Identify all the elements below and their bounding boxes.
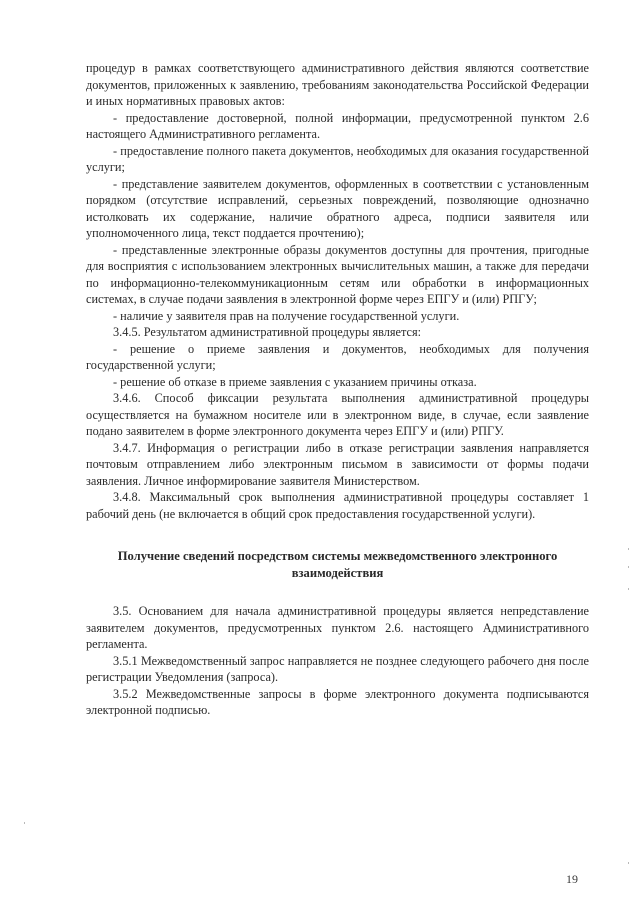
paragraph: 3.4.8. Максимальный срок выполнения административной процедуры составляет 1 рабочий день (не включается в общий срок предоставления государственной услуги).: [86, 490, 589, 521]
document-body: [86, 60, 589, 719]
scan-speck: [628, 862, 629, 864]
paragraph: 3.5.1 Межведомственный запрос направляется не позднее следующего рабочего дня после регистрации Уведомления (запроса).: [86, 653, 589, 684]
scan-speck: [628, 566, 629, 568]
paragraph: - представленные электронные образы документов доступны для прочтения, пригодные для восприятия с использованием электронных вычислительных машин, а также для передачи по информационно-телекоммуникационным сетям или обработки в информационных системах, в случае подачи заявления в электронной форме через ЕПГУ и (или) РПГУ;: [86, 242, 589, 306]
paragraph: 3.4.5. Результатом административной процедуры является:: [113, 325, 422, 339]
paragraph: процедур в рамках соответствующего административного действия являются соответствие документов, приложенных к заявлению, требованиям законодательства Российской Федерации и иных нормативных правовых актов:: [86, 61, 589, 108]
paragraph: - предоставление достоверной, полной информации, предусмотренной пунктом 2.6 настоящего Административного регламента.: [86, 110, 589, 141]
paragraph: - решение об отказе в приеме заявления с указанием причины отказа.: [113, 374, 477, 389]
paragraph: 3.5.2 Межведомственные запросы в форме электронного документа подписываются электронной подписью.: [86, 686, 589, 717]
scan-speck: [628, 588, 629, 590]
paragraph: 3.5. Основанием для начала административной процедуры является непредставление заявителем документов, предусмотренных пунктом 2.6. настоящего Административного регламента.: [86, 604, 589, 651]
paragraph: - предоставление полного пакета документов, необходимых для оказания государственной услуги;: [86, 143, 589, 174]
section-heading: Получение сведений посредством системы межведомственного электронного взаимодействия: [117, 549, 558, 580]
section-after-heading: [86, 603, 589, 719]
page-number: 19: [566, 872, 578, 886]
section-before-heading: [86, 60, 589, 522]
scan-speck: [628, 548, 629, 550]
paragraph: - представление заявителем документов, оформленных в соответствии с установленным порядком (отсутствие исправлений, серьезных повреждений, позволяющие однозначно истолковать их содержание, наличие обратного адреса, подписи заявителя или уполномоченного лица, текст поддается прочтению);: [86, 176, 589, 240]
paragraph: - наличие у заявителя прав на получение государственной услуги.: [113, 308, 460, 323]
paragraph: - решение о приеме заявления и документов, необходимых для получения государственной услуги;: [86, 341, 589, 372]
scan-speck: [24, 822, 25, 824]
paragraph: 3.4.6. Способ фиксации результата выполнения административной процедуры осуществляется на бумажном носителе или в электронном виде, в случае, если заявление подано заявителем в форме электронного документа через ЕПГУ и (или) РПГУ.: [86, 391, 589, 438]
paragraph: 3.4.7. Информация о регистрации либо в отказе регистрации заявления направляется почтовым отправлением либо электронным письмом в зависимости от формы подачи заявления. Личное информирование заявителя Министерством.: [86, 440, 589, 488]
